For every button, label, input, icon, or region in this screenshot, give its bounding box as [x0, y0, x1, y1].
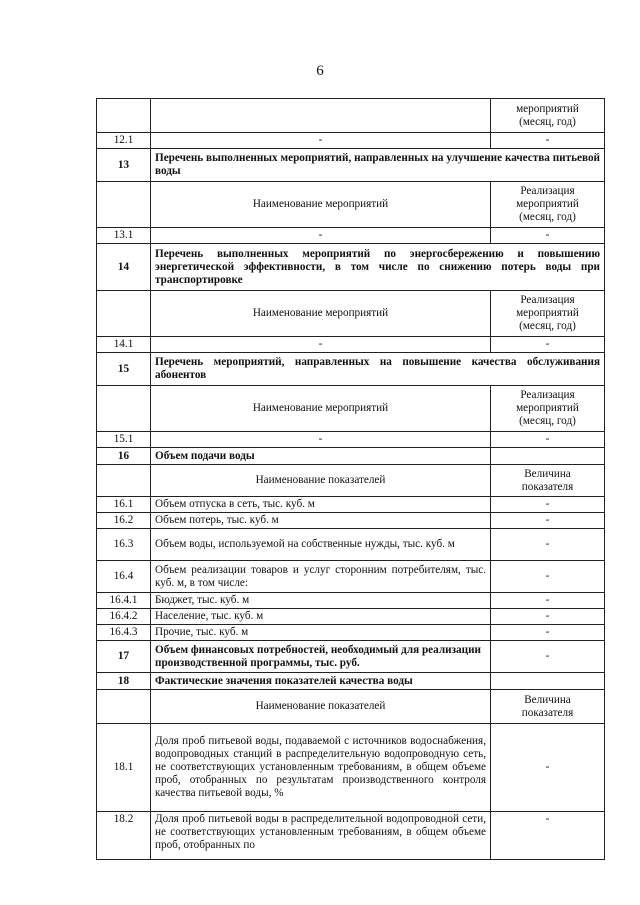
table-row: [97, 513, 605, 529]
section-row: [97, 244, 605, 291]
section-row: [97, 448, 605, 465]
section-row: [97, 673, 605, 690]
table-row: [97, 497, 605, 513]
row-number: 16.3: [97, 529, 151, 561]
row-number: 12.1: [97, 133, 151, 149]
indicator-value: -: [491, 641, 605, 673]
indicator-name: Доля проб питьевой воды в распределительной водопроводной сети, не соответствующих установленным требованиям, в общем объеме проб, отобранных по: [151, 812, 491, 860]
indicator-value: -: [491, 228, 605, 244]
section-title: Фактические значения показателей качества воды: [151, 673, 491, 690]
indicator-value: -: [491, 812, 605, 860]
row-number: 16.2: [97, 513, 151, 529]
indicator-value: -: [491, 625, 605, 641]
column-header-name: Наименование мероприятий: [151, 386, 491, 432]
section-title: Перечень выполненных мероприятий по энергосбережению и повышению энергетической эффективности, в том числе по снижению потерь воды при транспортировке: [151, 244, 605, 291]
indicator-name: Население, тыс. куб. м: [151, 609, 491, 625]
row-number: [97, 291, 151, 337]
column-header-name: Наименование показателей: [151, 690, 491, 724]
table-row: [97, 625, 605, 641]
row-number: 18.2: [97, 812, 151, 860]
row-number: [97, 690, 151, 724]
row-number: 16.4.2: [97, 609, 151, 625]
indicator-value: -: [491, 337, 605, 353]
row-number: 15.1: [97, 432, 151, 448]
section-number: 17: [97, 641, 151, 673]
indicator-value: -: [491, 724, 605, 812]
indicator-name: Объем потерь, тыс. куб. м: [151, 513, 491, 529]
row-number: 16.4.3: [97, 625, 151, 641]
table-row: [97, 337, 605, 353]
indicator-value: -: [491, 529, 605, 561]
section-number: 15: [97, 353, 151, 386]
section-number: 14: [97, 244, 151, 291]
indicator-value: -: [491, 432, 605, 448]
section-value: [491, 673, 605, 690]
indicator-name: Прочие, тыс. куб. м: [151, 625, 491, 641]
column-header-row: [97, 465, 605, 497]
column-header-row: [97, 182, 605, 228]
section-title: Перечень мероприятий, направленных на повышение качества обслуживания абонентов: [151, 353, 605, 386]
page-number: 6: [316, 63, 324, 79]
row-number: [97, 182, 151, 228]
indicator-name: -: [151, 228, 491, 244]
row-number: 18.1: [97, 724, 151, 812]
section-title: Объем подачи воды: [151, 448, 491, 465]
column-header-row: [97, 99, 605, 133]
indicator-name: -: [151, 432, 491, 448]
indicator-name: Доля проб питьевой воды, подаваемой с источников водоснабжения, водопроводных станций в распределительную водопроводную сеть, не соответствующих установленным требованиям, в общем объеме проб, отобранных по результатам производственного контроля качества питьевой воды, %: [151, 724, 491, 812]
column-header-name: Наименование мероприятий: [151, 291, 491, 337]
section-value: [491, 448, 605, 465]
row-number: [97, 465, 151, 497]
section-number: 18: [97, 673, 151, 690]
indicator-value: -: [491, 497, 605, 513]
row-number: 16.4: [97, 561, 151, 593]
row-number: 16.4.1: [97, 593, 151, 609]
column-header-row: [97, 690, 605, 724]
table-row: [97, 228, 605, 244]
column-header-name: Наименование мероприятий: [151, 182, 491, 228]
indicator-name: Объем реализации товаров и услуг сторонним потребителям, тыс. куб. м, в том числе:: [151, 561, 491, 593]
indicator-name: -: [151, 133, 491, 149]
row-number: 13.1: [97, 228, 151, 244]
table-row: [97, 593, 605, 609]
section-title: Объем финансовых потребностей, необходимый для реализации производственной программы, тыс. руб.: [151, 641, 491, 673]
indicator-value: -: [491, 593, 605, 609]
indicator-name: Бюджет, тыс. куб. м: [151, 593, 491, 609]
indicator-value: -: [491, 133, 605, 149]
column-header-value: Реализация мероприятий (месяц, год): [491, 386, 605, 432]
section-title: Перечень выполненных мероприятий, направленных на улучшение качества питьевой воды: [151, 149, 605, 182]
table-row: [97, 641, 605, 673]
row-number: 16.1: [97, 497, 151, 513]
table-row: [97, 561, 605, 593]
column-header-row: [97, 291, 605, 337]
column-header-row: [97, 386, 605, 432]
column-header-value: Реализация мероприятий (месяц, год): [491, 291, 605, 337]
row-number: [97, 386, 151, 432]
indicator-name: Объем воды, используемой на собственные нужды, тыс. куб. м: [151, 529, 491, 561]
row-number: [97, 99, 151, 133]
section-row: [97, 149, 605, 182]
indicator-name: Объем отпуска в сеть, тыс. куб. м: [151, 497, 491, 513]
column-header-name: Наименование показателей: [151, 465, 491, 497]
table-row: [97, 724, 605, 812]
table-row: [97, 133, 605, 149]
section-row: [97, 353, 605, 386]
column-header-value: Реализация мероприятий (месяц, год): [491, 182, 605, 228]
section-number: 16: [97, 448, 151, 465]
section-number: 13: [97, 149, 151, 182]
table-row: [97, 812, 605, 860]
column-header-name: [151, 99, 491, 133]
column-header-value: Величина показателя: [491, 465, 605, 497]
table-row: [97, 609, 605, 625]
indicator-name: -: [151, 337, 491, 353]
indicator-value: -: [491, 609, 605, 625]
table-row: [97, 529, 605, 561]
table-row: [97, 432, 605, 448]
indicator-value: -: [491, 561, 605, 593]
row-number: 14.1: [97, 337, 151, 353]
column-header-value: Величина показателя: [491, 690, 605, 724]
column-header-value: мероприятий (месяц, год): [491, 99, 605, 133]
program-table: [96, 98, 605, 860]
indicator-value: -: [491, 513, 605, 529]
